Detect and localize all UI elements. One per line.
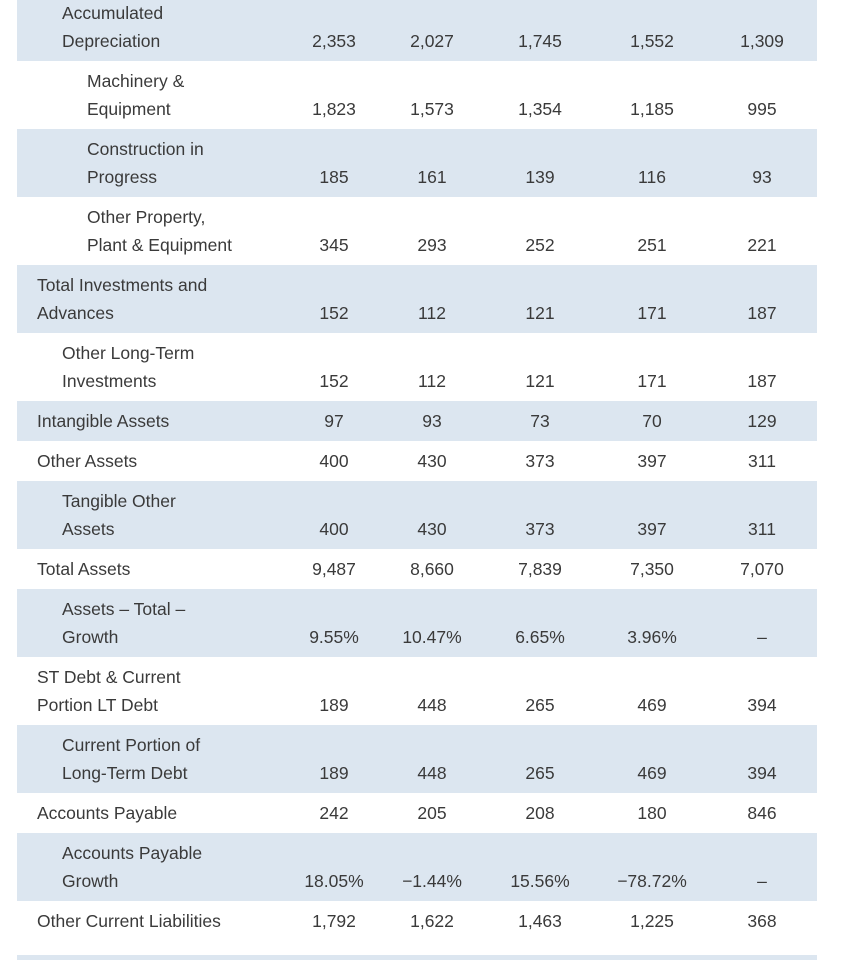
value-cell: 112 — [418, 303, 446, 323]
row-label-line: Other Property, — [87, 207, 206, 227]
row-label — [37, 907, 221, 935]
row-label-line: Other Assets — [37, 451, 138, 471]
value-cell: 373 — [525, 451, 555, 471]
value-cell: 7,350 — [630, 559, 674, 579]
value-cell: 15.56% — [510, 871, 570, 891]
row-label — [37, 555, 130, 583]
value-cell: 1,185 — [630, 99, 674, 119]
row-label-line: ST Debt & Current — [37, 667, 181, 687]
value-cell: 3.96% — [627, 627, 677, 647]
value-cell: 1,622 — [410, 911, 454, 931]
value-cell: 1,552 — [630, 31, 674, 51]
value-cell: 9,487 — [312, 559, 356, 579]
value-cell: 1,745 — [518, 31, 562, 51]
value-cell: 171 — [637, 303, 667, 323]
row-label — [62, 0, 163, 55]
row-label-line: Total Investments and — [37, 275, 208, 295]
row-label — [62, 487, 176, 543]
value-cell: 97 — [324, 411, 344, 431]
table-row — [17, 197, 817, 265]
value-cell: 846 — [747, 803, 777, 823]
row-label — [37, 663, 181, 719]
value-cell: 469 — [637, 695, 667, 715]
value-cell: 221 — [747, 235, 777, 255]
table-row — [17, 481, 817, 549]
value-cell: 252 — [525, 235, 555, 255]
row-label-line: Assets — [62, 519, 115, 539]
next-row-edge — [17, 955, 817, 960]
value-cell: 8,660 — [410, 559, 454, 579]
value-cell: 448 — [417, 763, 447, 783]
table-row — [17, 725, 817, 793]
value-cell: 185 — [319, 167, 349, 187]
value-cell: 400 — [319, 519, 349, 539]
value-cell: 251 — [637, 235, 667, 255]
value-cell: 139 — [525, 167, 555, 187]
value-cell: 242 — [319, 803, 349, 823]
row-label — [87, 67, 184, 123]
value-cell: 2,027 — [410, 31, 454, 51]
row-label-line: Accounts Payable — [62, 843, 203, 863]
value-cell: – — [757, 627, 767, 647]
row-label-line: Investments — [62, 371, 157, 391]
value-cell: 121 — [525, 371, 555, 391]
value-cell: 93 — [752, 167, 772, 187]
row-label-line: Progress — [87, 167, 158, 187]
table-row — [17, 333, 817, 401]
row-label — [62, 595, 185, 651]
table-row — [17, 657, 817, 725]
value-cell: 394 — [747, 763, 777, 783]
value-cell: 152 — [319, 371, 349, 391]
value-cell: 7,070 — [740, 559, 784, 579]
value-cell: 1,354 — [518, 99, 562, 119]
row-label — [62, 339, 194, 395]
row-label-line: Intangible Assets — [37, 411, 170, 431]
row-label-line: Equipment — [87, 99, 171, 119]
value-cell: 1,463 — [518, 911, 562, 931]
row-label-line: Accumulated — [62, 3, 164, 23]
value-cell: −78.72% — [617, 871, 687, 891]
value-cell: 189 — [319, 763, 349, 783]
value-cell: 397 — [637, 519, 667, 539]
value-cell: 129 — [747, 411, 777, 431]
value-cell: 311 — [748, 451, 776, 471]
row-label-line: Assets – Total – — [62, 599, 186, 619]
table-row — [17, 129, 817, 197]
row-label — [87, 203, 232, 259]
table-row — [17, 265, 817, 333]
value-cell: 161 — [417, 167, 447, 187]
value-cell: 1,309 — [740, 31, 784, 51]
row-label — [62, 839, 202, 895]
value-cell: 112 — [418, 371, 446, 391]
value-cell: 430 — [417, 451, 447, 471]
table-row — [17, 0, 817, 61]
value-cell: 18.05% — [304, 871, 364, 891]
value-cell: 187 — [747, 303, 777, 323]
value-cell: 469 — [637, 763, 667, 783]
value-cell: 93 — [422, 411, 442, 431]
table-row — [17, 793, 817, 833]
value-cell: 121 — [525, 303, 555, 323]
row-label — [37, 799, 177, 827]
value-cell: 995 — [747, 99, 777, 119]
row-label-line: Current Portion of — [62, 735, 201, 755]
value-cell: 116 — [638, 167, 666, 187]
value-cell: 265 — [525, 695, 555, 715]
value-cell: 1,823 — [312, 99, 356, 119]
value-cell: 187 — [747, 371, 777, 391]
row-label-line: Machinery & — [87, 71, 185, 91]
value-cell: 73 — [530, 411, 550, 431]
value-cell: 9.55% — [309, 627, 359, 647]
value-cell: 10.47% — [402, 627, 462, 647]
value-cell: 265 — [525, 763, 555, 783]
value-cell: 1,792 — [312, 911, 356, 931]
row-label-line: Growth — [62, 871, 119, 891]
row-label — [37, 271, 207, 327]
row-label — [37, 407, 169, 435]
value-cell: 430 — [417, 519, 447, 539]
row-label-line: Long-Term Debt — [62, 763, 188, 783]
row-label-line: Other Current Liabilities — [37, 911, 221, 931]
value-cell: 152 — [319, 303, 349, 323]
row-label-line: Depreciation — [62, 31, 161, 51]
value-cell: 189 — [319, 695, 349, 715]
value-cell: 311 — [748, 519, 776, 539]
value-cell: 6.65% — [515, 627, 565, 647]
value-cell: 448 — [417, 695, 447, 715]
row-label-line: Advances — [37, 303, 114, 323]
value-cell: 293 — [417, 235, 447, 255]
value-cell: −1.44% — [402, 871, 462, 891]
value-cell: 1,225 — [630, 911, 674, 931]
row-label-line: Plant & Equipment — [87, 235, 232, 255]
value-cell: 1,573 — [410, 99, 454, 119]
value-cell: 171 — [637, 371, 667, 391]
value-cell: 7,839 — [518, 559, 562, 579]
value-cell: 205 — [417, 803, 447, 823]
value-cell: 70 — [642, 411, 662, 431]
value-cell: 397 — [637, 451, 667, 471]
value-cell: – — [757, 871, 767, 891]
row-label-line: Tangible Other — [62, 491, 176, 511]
row-label-line: Construction in — [87, 139, 204, 159]
row-label-line: Portion LT Debt — [37, 695, 158, 715]
value-cell: 180 — [637, 803, 667, 823]
table-row — [17, 401, 817, 441]
table-row — [17, 589, 817, 657]
table-row — [17, 441, 817, 481]
table-row — [17, 549, 817, 589]
row-label-line: Other Long-Term — [62, 343, 195, 363]
row-label — [37, 447, 137, 475]
table-row — [17, 833, 817, 901]
row-label-line: Growth — [62, 627, 119, 647]
value-cell: 208 — [525, 803, 555, 823]
row-label — [62, 731, 200, 787]
row-label-line: Total Assets — [37, 559, 131, 579]
balance-sheet-table — [17, 0, 817, 941]
value-cell: 400 — [319, 451, 349, 471]
value-cell: 2,353 — [312, 31, 356, 51]
row-label — [87, 135, 204, 191]
value-cell: 368 — [747, 911, 777, 931]
value-cell: 394 — [747, 695, 777, 715]
table-row — [17, 901, 817, 941]
row-label-line: Accounts Payable — [37, 803, 178, 823]
table-row — [17, 61, 817, 129]
value-cell: 373 — [525, 519, 555, 539]
value-cell: 345 — [319, 235, 349, 255]
